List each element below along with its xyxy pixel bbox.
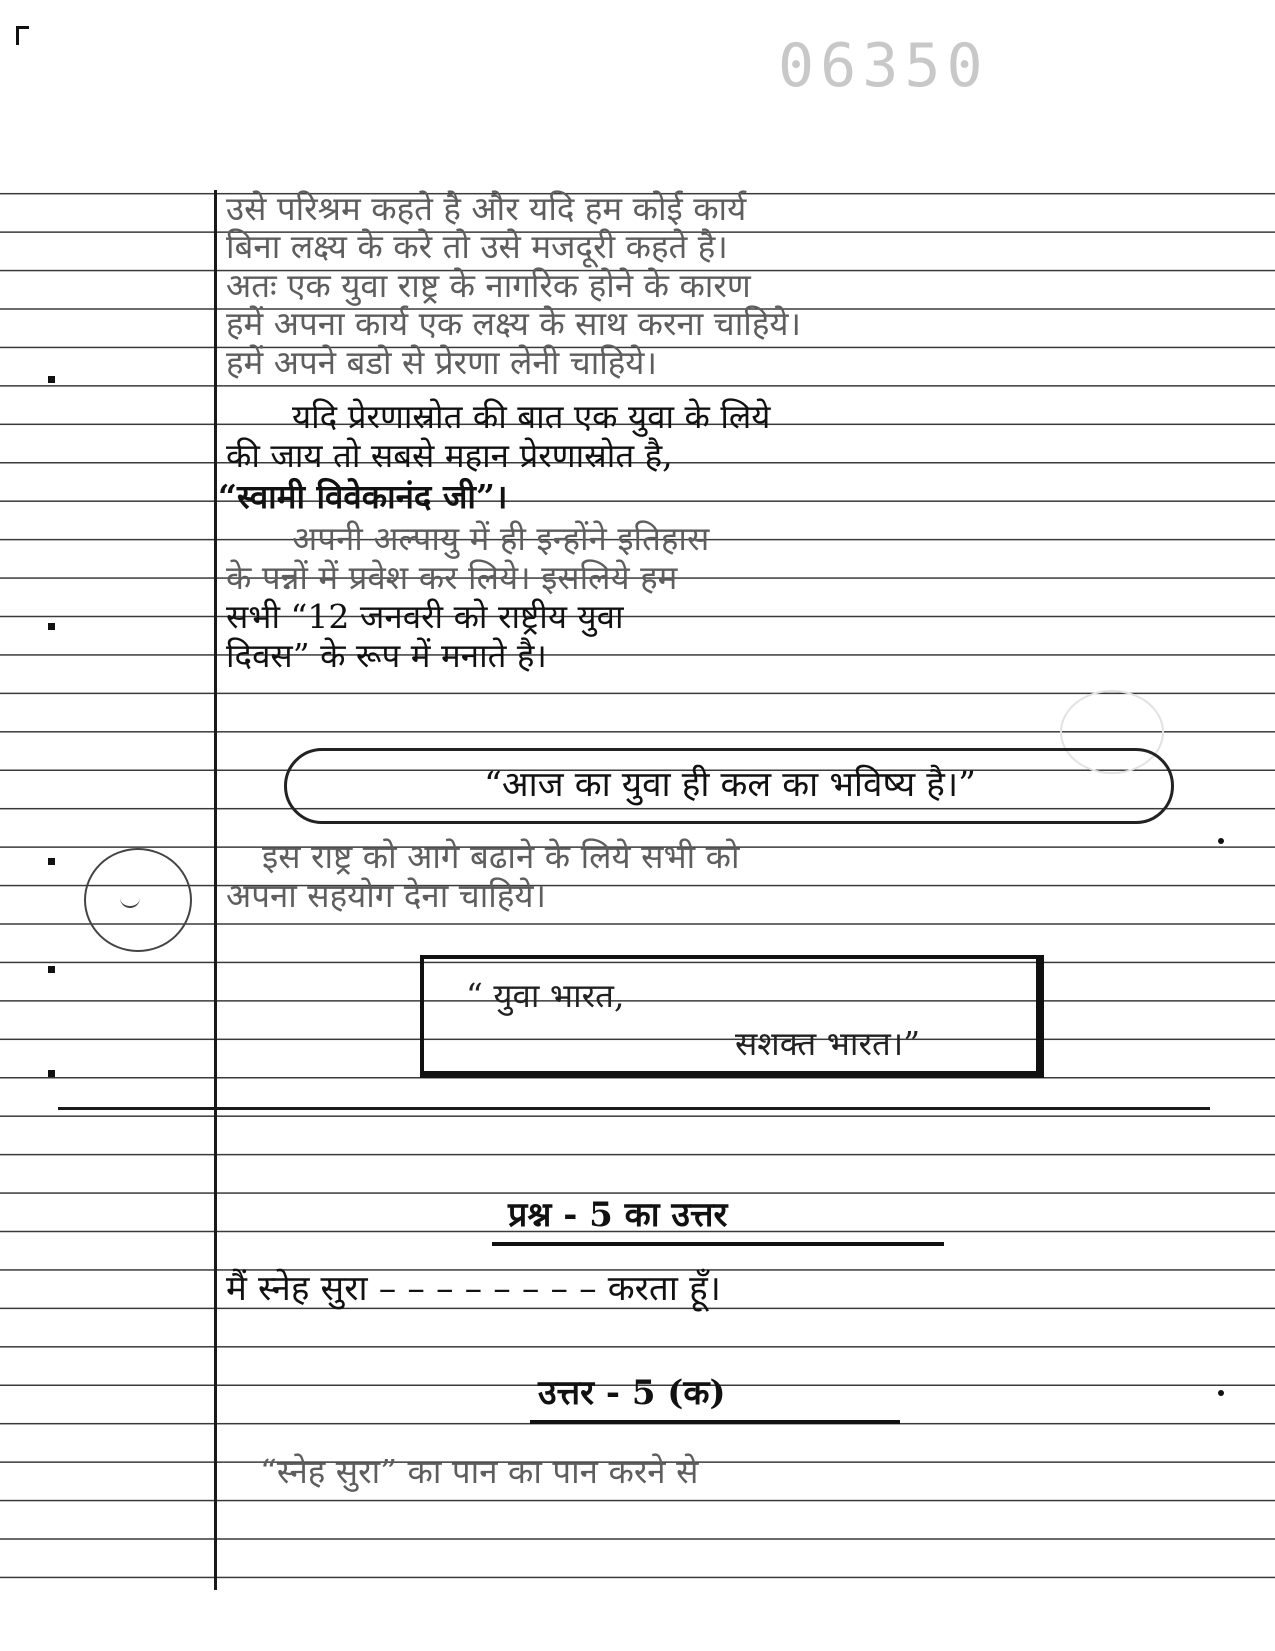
slogan-line-1: “ युवा भारत, bbox=[466, 976, 625, 1015]
text-line: यदि प्रेरणास्रोत की बात एक युवा के लिये bbox=[292, 397, 771, 436]
text-line: के पन्नों में प्रवेश कर लिये। इसलिये हम bbox=[226, 558, 678, 597]
stray-dot bbox=[1218, 1390, 1224, 1396]
margin-tick-mark bbox=[48, 376, 55, 383]
text-line: दिवस” के रूप में मनाते है। bbox=[226, 636, 547, 675]
margin-tick-mark bbox=[48, 623, 55, 630]
text-line: उसे परिश्रम कहते है और यदि हम कोई कार्य bbox=[226, 189, 747, 228]
question-line: मैं स्नेह सुरा – – – – – – – – करता हूँ। bbox=[226, 1269, 721, 1309]
highlight-name: “स्वामी विवेकानंद जी”। bbox=[218, 477, 508, 516]
text-line: हमें अपने बडो से प्रेरणा लेनी चाहिये। bbox=[226, 343, 657, 382]
margin-tick-mark bbox=[48, 858, 55, 865]
text-line: इस राष्ट्र को आगे बढाने के लिये सभी को bbox=[262, 837, 740, 876]
section-divider bbox=[58, 1107, 1210, 1110]
stray-dot bbox=[1218, 838, 1224, 844]
margin-rule bbox=[214, 190, 217, 1590]
text-line: की जाय तो सबसे महान प्रेरणास्रोत है, bbox=[226, 436, 673, 475]
sub-heading-underline bbox=[530, 1420, 900, 1424]
quote-cloud-text: “आज का युवा ही कल का भविष्य है।” bbox=[483, 765, 977, 805]
page-bottom-margin bbox=[0, 1612, 1275, 1651]
heading-underline bbox=[492, 1242, 944, 1246]
page-number-stamp: 06350 bbox=[778, 31, 989, 101]
page-top-margin bbox=[0, 0, 1275, 192]
corner-bracket-mark bbox=[16, 26, 29, 45]
margin-tick-mark bbox=[48, 966, 55, 973]
text-line: अपनी अल्पायु में ही इन्होंने इतिहास bbox=[292, 519, 710, 558]
sub-heading: उत्तर - 5 (क) bbox=[538, 1373, 726, 1413]
text-line: अतः एक युवा राष्ट्र के नागरिक होने के कारण bbox=[226, 266, 751, 305]
text-line: हमें अपना कार्य एक लक्ष्य के साथ करना चाहिये। bbox=[226, 304, 802, 343]
text-line: अपना सहयोग देना चाहिये। bbox=[226, 876, 546, 915]
answer-heading: प्रश्न - 5 का उत्तर bbox=[508, 1195, 728, 1235]
margin-tick-mark bbox=[48, 1070, 55, 1077]
text-line: बिना लक्ष्य के करे तो उसे मजदूरी कहते है। bbox=[226, 227, 728, 266]
slogan-line-2: सशक्त भारत।” bbox=[735, 1024, 921, 1063]
text-line: सभी “12 जनवरी को राष्ट्रीय युवा bbox=[226, 597, 624, 636]
text-line: “स्नेह सुरा” का पान का पान करने से bbox=[260, 1452, 699, 1491]
